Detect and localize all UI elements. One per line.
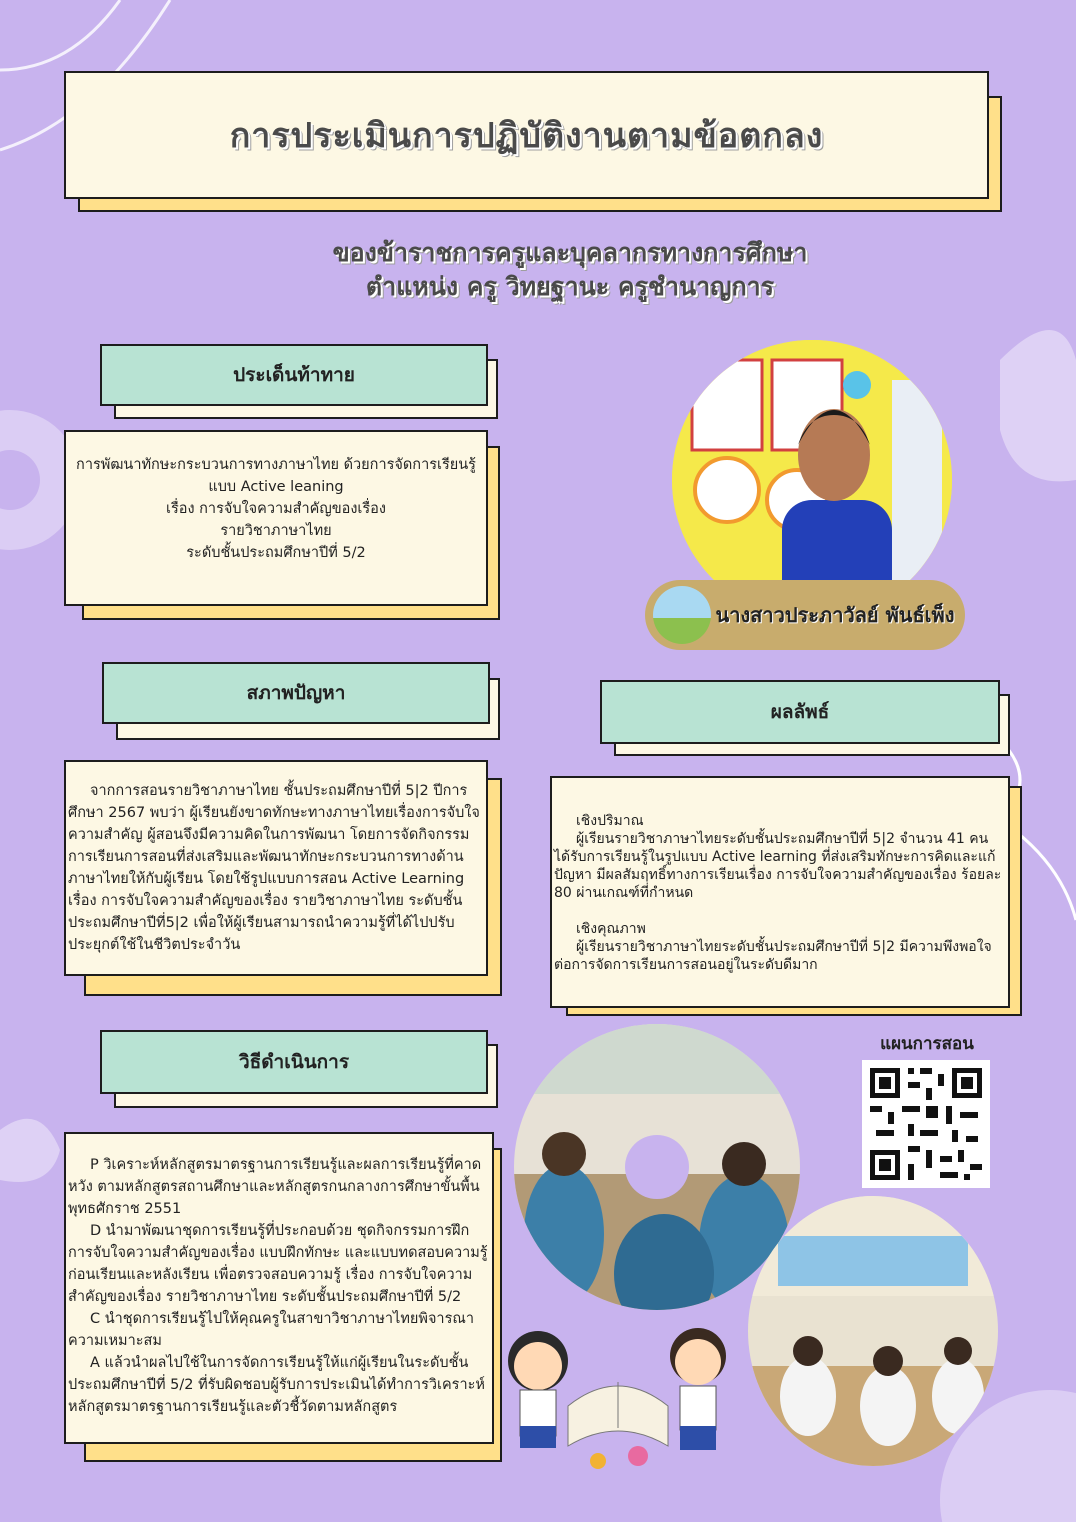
challenge-line: เรื่อง การจับใจความสำคัญของเรื่อง bbox=[166, 501, 386, 517]
students-clipart bbox=[498, 1316, 738, 1476]
quant-text: ผู้เรียนรายวิชาภาษาไทยระดับชั้นประถมศึกษาปีที่ 5|2 จำนวน 41 คน ได้รับการเรียนรู้ในรูปแบบ Active learning ที่ส่งเสริมทักษะการคิดและแก้ปัญหา มีผลสัมฤทธิ์ทางการเรียนเรื่อง การจับใจความสำคัญของเรื่อง ร้อยละ 80 ผ่านเกณฑ์ที่กำหนด bbox=[554, 831, 1002, 901]
method-step-a: A แล้วนำผลไปใช้ในการจัดการเรียนรู้ให้แก่ผู้เรียนในระดับชั้นประถมศึกษาปีที่ 5/2 ที่รับผิดชอบผู้รับการประเมินได้ทำการวิเคราะห์หลักสูตรมาตรฐานการเรียนรู้และตัวชี้วัดตามหลักสูตร bbox=[68, 1355, 485, 1415]
classroom-photo-2-illustration bbox=[748, 1196, 998, 1466]
teacher-photo-illustration bbox=[672, 340, 952, 620]
quant-label: เชิงปริมาณ bbox=[576, 813, 644, 829]
classroom-photo-1-illustration bbox=[514, 1024, 800, 1310]
challenge-line: แบบ Active leaning bbox=[208, 479, 344, 495]
page-title: การประเมินการปฏิบัติงานตามข้อตกลง bbox=[229, 116, 824, 156]
method-step-c: C นำชุดการเรียนรู้ไปให้คุณครูในสาขาวิชาภาษาไทยพิจารณาความเหมาะสม bbox=[68, 1311, 474, 1349]
method-heading bbox=[100, 1030, 488, 1094]
qr-label: แผนการสอน bbox=[880, 1034, 974, 1054]
subtitle-line1: ของข้าราชการครูและบุคลากรทางการศึกษา bbox=[332, 238, 808, 267]
challenge-heading bbox=[100, 344, 488, 406]
problem-heading bbox=[102, 662, 490, 724]
results-heading bbox=[600, 680, 1000, 744]
qual-label: เชิงคุณภาพ bbox=[576, 921, 646, 937]
classroom-photo-2 bbox=[748, 1196, 998, 1466]
problem-text: จากการสอนรายวิชาภาษาไทย ชั้นประถมศึกษาปีที่ 5|2 ปีการศึกษา 2567 พบว่า ผู้เรียนยังขาดทักษะทางภาษาไทยเรื่องการจับใจความสำคัญ ผู้สอนจึงมีความคิดในการพัฒนา โดยการจัดกิจกรรมการเรียนการสอนที่ส่งเสริมและพัฒนาทักษะกระบวนการทางด้านภาษาไทยให้กับผู้เรียน โดยใช้รูปแบบการสอน Active Learning เรื่อง การจับใจความสำคัญของเรื่อง รายวิชาภาษาไทย ระดับชั้นประถมศึกษาปีที่5|2 เพื่อให้ผู้เรียนสามารถนำความรู้ที่ได้ไปปรับประยุกต์ใช้ในชีวิตประจำวัน bbox=[68, 783, 480, 953]
results-heading-text: ผลลัพธ์ bbox=[770, 701, 830, 723]
results-box bbox=[550, 776, 1010, 1008]
title-box bbox=[64, 71, 989, 199]
subtitle-line2: ตำแหน่ง ครู วิทยฐานะ ครูชำนาญการ bbox=[365, 272, 775, 301]
problem-box bbox=[64, 760, 488, 976]
name-pill-icon bbox=[653, 586, 711, 644]
qr-code[interactable] bbox=[862, 1060, 990, 1188]
challenge-box bbox=[64, 430, 488, 606]
teacher-name: นางสาวประภาวัลย์ พันธ์เพ็ง bbox=[715, 603, 955, 627]
challenge-line: การพัฒนาทักษะกระบวนการทางภาษาไทย ด้วยการจัดการเรียนรู้ bbox=[76, 457, 476, 473]
teacher-photo bbox=[672, 340, 952, 620]
method-step-d: D นำมาพัฒนาชุดการเรียนรู้ที่ประกอบด้วย ชุดกิจกรรมการฝึกการจับใจความสำคัญของเรื่อง แบบฝึกทักษะ และแบบทดสอบความรู้ก่อนเรียนและหลังเรียน เพื่อตรวจสอบความรู้ เรื่อง การจับใจความสำคัญของเรื่อง รายวิชาภาษาไทย ระดับชั้นประถมศึกษาปีที่ 5/2 bbox=[68, 1223, 488, 1305]
qr-code-icon bbox=[862, 1060, 990, 1188]
challenge-line: รายวิชาภาษาไทย bbox=[220, 523, 332, 539]
qual-text: ผู้เรียนรายวิชาภาษาไทยระดับชั้นประถมศึกษาปีที่ 5|2 มีความพึงพอใจต่อการจัดการเรียนการสอนอยู่ในระดับดีมาก bbox=[554, 939, 992, 973]
problem-heading-text: สภาพปัญหา bbox=[246, 682, 346, 704]
method-step-p: P วิเคราะห์หลักสูตรมาตรฐานการเรียนรู้และผลการเรียนรู้ที่คาดหวัง ตามหลักสูตรสถานศึกษาและหลักสูตรกนกลางการศึกษาขั้นพื้นพุทธศักราช 2551 bbox=[68, 1157, 482, 1217]
challenge-line: ระดับชั้นประถมศึกษาปีที่ 5/2 bbox=[186, 545, 366, 561]
method-heading-text: วิธีดำเนินการ bbox=[238, 1051, 350, 1073]
method-box bbox=[64, 1132, 494, 1444]
classroom-photo-1 bbox=[514, 1024, 800, 1310]
teacher-name-pill bbox=[645, 580, 965, 650]
challenge-heading-text: ประเด็นท้าทาย bbox=[233, 364, 355, 386]
